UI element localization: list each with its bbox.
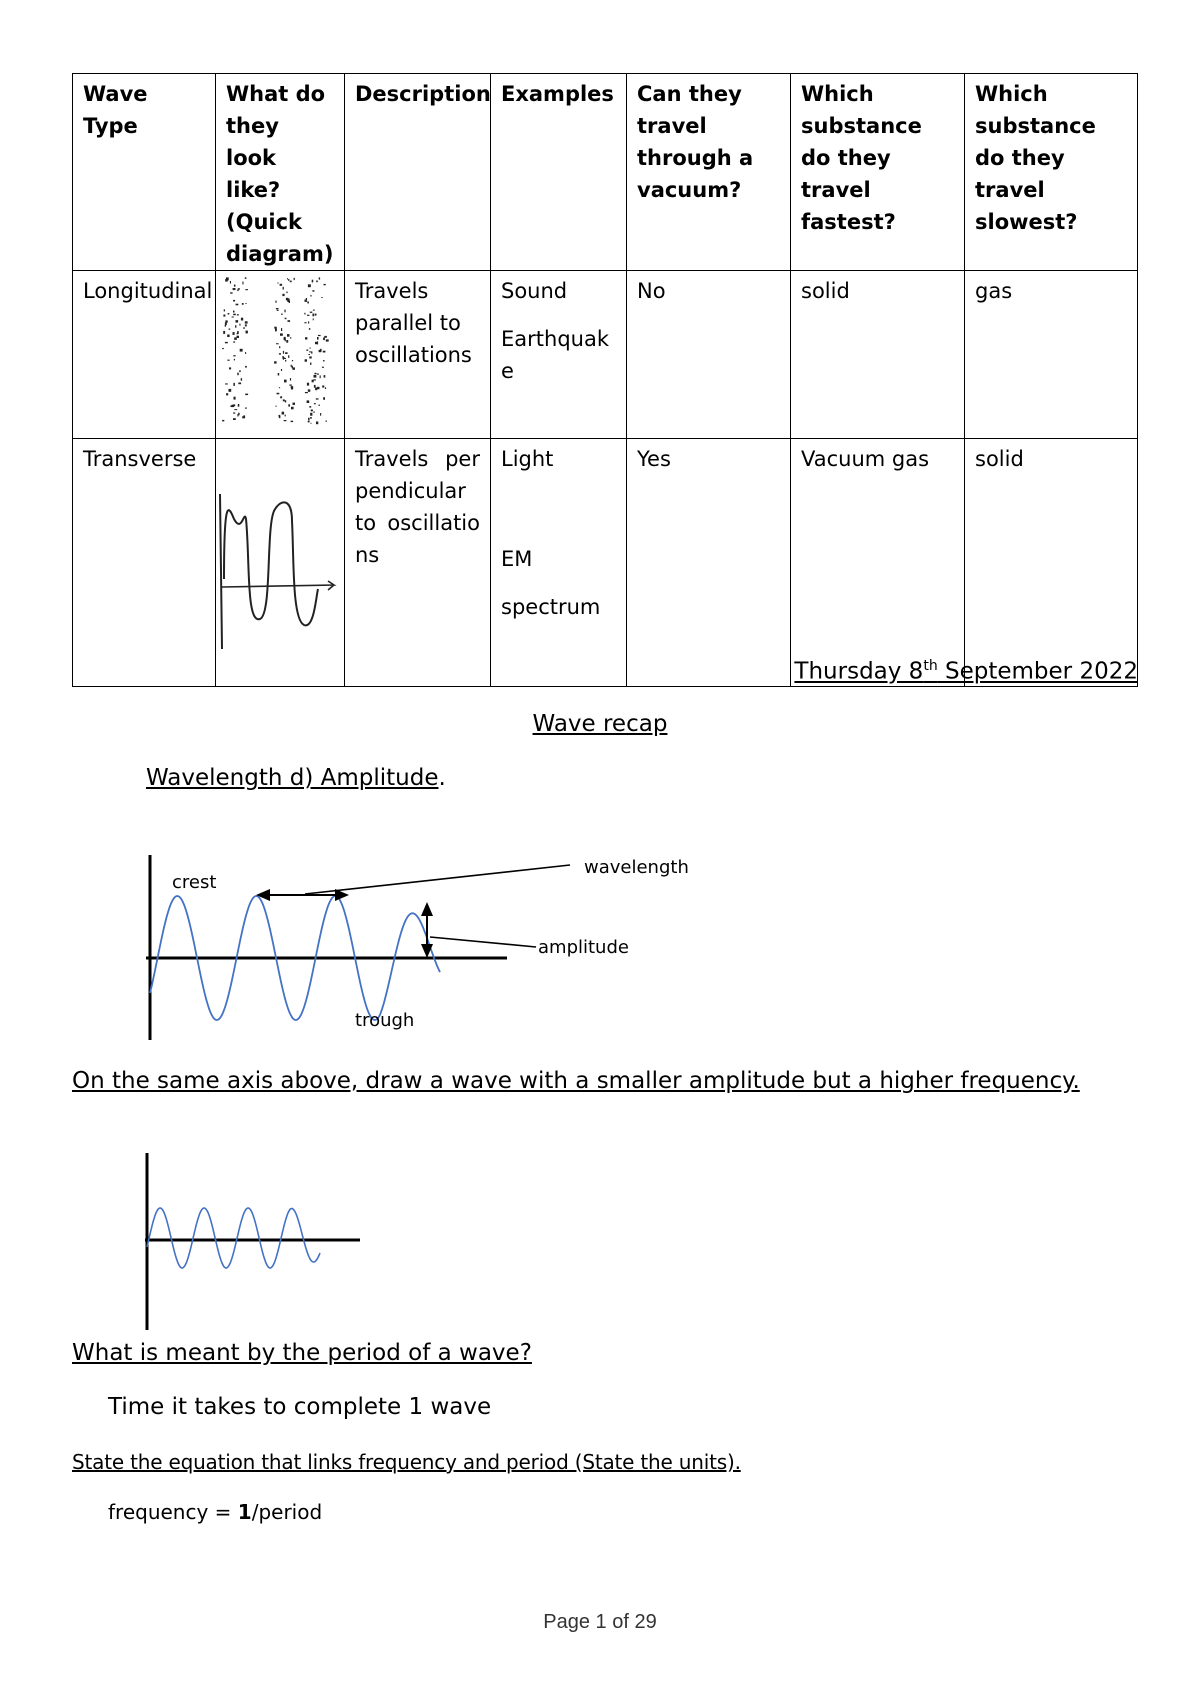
dot-mark bbox=[282, 294, 284, 296]
dot-mark bbox=[276, 308, 279, 309]
dot-mark bbox=[310, 363, 311, 365]
dot-mark bbox=[313, 318, 314, 320]
header-examples: Examples bbox=[491, 74, 627, 271]
dot-mark bbox=[237, 414, 238, 416]
dot-mark bbox=[321, 297, 322, 298]
dot-mark bbox=[304, 322, 306, 323]
subtitle-end: . bbox=[438, 765, 446, 791]
dot-mark bbox=[312, 290, 314, 292]
dot-mark bbox=[233, 341, 235, 342]
dot-mark bbox=[223, 315, 225, 317]
dot-mark bbox=[294, 278, 295, 280]
cell-slowest: gas bbox=[965, 271, 1138, 439]
dot-mark bbox=[309, 351, 312, 352]
dot-mark bbox=[225, 383, 228, 384]
question-smaller-amplitude: On the same axis above, draw a wave with a smaller amplitude but a higher frequency. bbox=[72, 1068, 1080, 1094]
dot-mark bbox=[283, 351, 284, 354]
dot-mark bbox=[233, 332, 235, 335]
dot-mark bbox=[238, 288, 240, 290]
dot-mark bbox=[277, 283, 278, 284]
dot-mark bbox=[291, 365, 292, 367]
dot-mark bbox=[233, 311, 235, 313]
dot-mark bbox=[307, 383, 309, 386]
example-item: EM spectrum bbox=[501, 547, 601, 619]
dot-mark bbox=[245, 352, 246, 354]
dot-mark bbox=[286, 298, 287, 299]
dot-mark bbox=[233, 355, 235, 356]
table-row bbox=[73, 439, 1138, 687]
dot-mark bbox=[291, 421, 294, 422]
dot-mark bbox=[236, 320, 239, 323]
dot-mark bbox=[314, 403, 316, 404]
dot-mark bbox=[245, 407, 247, 408]
dot-mark bbox=[306, 350, 308, 351]
dot-mark bbox=[245, 289, 248, 290]
dot-mark bbox=[233, 288, 236, 290]
dot-mark bbox=[234, 397, 236, 400]
page-title: Wave recap bbox=[532, 711, 668, 737]
dot-mark bbox=[312, 280, 314, 283]
dot-mark bbox=[237, 336, 240, 338]
example-item: Sound bbox=[501, 279, 568, 303]
dot-mark bbox=[315, 342, 318, 344]
dot-mark bbox=[283, 287, 284, 290]
dot-mark bbox=[305, 300, 307, 302]
dot-mark bbox=[305, 392, 308, 393]
dot-mark bbox=[323, 397, 325, 400]
header-fastest: Which substance do they travel fastest? bbox=[791, 74, 965, 271]
dot-mark bbox=[283, 357, 284, 360]
dot-mark bbox=[226, 393, 228, 395]
dot-mark bbox=[284, 420, 287, 421]
dot-mark bbox=[229, 389, 232, 392]
crest-label: crest bbox=[172, 872, 217, 893]
dot-mark bbox=[318, 335, 321, 336]
dot-mark bbox=[308, 418, 310, 421]
cell-description bbox=[345, 439, 491, 687]
lesson-date bbox=[794, 658, 1138, 685]
dot-mark bbox=[290, 281, 292, 283]
dot-mark bbox=[242, 416, 244, 418]
wave-diagram bbox=[140, 845, 700, 1045]
dot-mark bbox=[234, 359, 235, 361]
dot-mark bbox=[311, 423, 312, 424]
dot-mark bbox=[283, 399, 285, 401]
dot-mark bbox=[280, 396, 282, 398]
equation-bold: 1 bbox=[237, 1500, 252, 1524]
dot-mark bbox=[326, 421, 328, 422]
dot-mark bbox=[237, 331, 239, 334]
dot-mark bbox=[313, 314, 315, 317]
dot-mark bbox=[281, 369, 282, 371]
dot-mark bbox=[278, 373, 280, 376]
dot-mark bbox=[319, 277, 320, 279]
dot-mark bbox=[229, 329, 231, 330]
dot-mark bbox=[238, 383, 241, 385]
dot-mark bbox=[282, 412, 285, 415]
dot-mark bbox=[280, 333, 283, 335]
dot-mark bbox=[239, 324, 240, 326]
dot-mark bbox=[309, 406, 311, 408]
dot-mark bbox=[245, 277, 247, 279]
dot-mark bbox=[237, 314, 239, 315]
dot-mark bbox=[230, 281, 231, 284]
dot-mark bbox=[326, 339, 329, 341]
dot-mark bbox=[313, 310, 315, 311]
cell-wave-type: Transverse bbox=[73, 439, 216, 687]
dot-mark bbox=[274, 327, 276, 328]
dot-mark bbox=[320, 413, 321, 416]
dot-mark bbox=[281, 328, 282, 331]
dot-mark bbox=[233, 314, 236, 316]
dot-mark bbox=[308, 321, 309, 323]
dot-mark bbox=[312, 380, 314, 383]
dot-mark bbox=[324, 336, 327, 338]
small-wave-diagram bbox=[140, 1145, 370, 1345]
example-item: Light bbox=[501, 447, 554, 471]
dot-mark bbox=[242, 282, 243, 285]
dot-mark bbox=[279, 387, 280, 388]
cell-vacuum: No bbox=[627, 271, 791, 439]
dot-mark bbox=[320, 349, 322, 351]
dot-mark bbox=[238, 404, 240, 407]
dot-mark bbox=[275, 301, 276, 303]
dot-mark bbox=[284, 310, 285, 313]
dot-mark bbox=[280, 284, 283, 286]
answer-period: Time it takes to complete 1 wave bbox=[108, 1394, 492, 1420]
header-description: Description bbox=[345, 74, 491, 271]
dot-mark bbox=[245, 303, 246, 304]
page-footer: Page 1 of 29 bbox=[543, 1611, 657, 1633]
dot-mark bbox=[304, 313, 305, 315]
dot-mark bbox=[285, 360, 286, 362]
wavelength-label: wavelength bbox=[584, 857, 689, 878]
dot-mark bbox=[288, 404, 290, 406]
dot-mark bbox=[281, 314, 283, 315]
dot-mark bbox=[292, 360, 293, 361]
longitudinal-diagram-cell bbox=[216, 271, 345, 439]
equation-pre: frequency = bbox=[108, 1500, 238, 1524]
dot-mark bbox=[245, 366, 247, 368]
dot-mark bbox=[313, 379, 316, 380]
date-suffix: th bbox=[923, 658, 938, 674]
header-vacuum: Can they travel through a vacuum? bbox=[627, 74, 791, 271]
dot-mark bbox=[319, 405, 320, 406]
dot-mark bbox=[245, 394, 248, 396]
dot-mark bbox=[288, 279, 289, 281]
dot-mark bbox=[288, 320, 291, 322]
dot-mark bbox=[230, 292, 232, 293]
dot-mark bbox=[227, 335, 229, 338]
dot-mark bbox=[307, 315, 309, 316]
dot-mark bbox=[310, 348, 311, 349]
dot-mark bbox=[242, 303, 244, 305]
dot-mark bbox=[225, 342, 228, 343]
dot-mark bbox=[317, 387, 320, 389]
description-text: Travels perpendicular to oscillations bbox=[355, 447, 480, 567]
cell-description: Travels parallel to oscillations bbox=[345, 271, 491, 439]
dot-mark bbox=[323, 351, 326, 353]
dot-mark bbox=[279, 415, 281, 417]
dot-mark bbox=[233, 300, 235, 302]
dot-mark bbox=[291, 386, 293, 388]
dot-mark bbox=[277, 393, 280, 395]
answer-equation bbox=[108, 1500, 322, 1524]
dot-mark bbox=[230, 406, 233, 408]
dot-mark bbox=[289, 300, 290, 303]
dot-mark bbox=[225, 320, 227, 322]
dot-mark bbox=[245, 321, 248, 323]
dot-mark bbox=[245, 324, 247, 326]
dot-mark bbox=[237, 290, 239, 291]
longitudinal-dots-sketch bbox=[216, 271, 345, 429]
dot-mark bbox=[286, 292, 287, 294]
dot-mark bbox=[232, 317, 234, 318]
question-equation: State the equation that links frequency and period (State the units). bbox=[72, 1450, 741, 1474]
dot-mark bbox=[316, 422, 318, 425]
transverse-wave-sketch bbox=[216, 439, 345, 677]
dot-mark bbox=[317, 374, 319, 375]
dot-mark bbox=[285, 400, 287, 402]
dot-mark bbox=[277, 310, 279, 311]
dot-mark bbox=[305, 337, 307, 339]
dot-mark bbox=[229, 367, 231, 369]
dot-mark bbox=[290, 378, 291, 381]
dot-mark bbox=[285, 415, 286, 417]
dot-mark bbox=[291, 407, 294, 410]
date-rest: September 2022 bbox=[937, 658, 1138, 685]
dot-mark bbox=[240, 349, 243, 352]
dot-mark bbox=[276, 343, 279, 344]
dot-mark bbox=[284, 380, 287, 383]
cell-examples bbox=[491, 271, 627, 439]
dot-mark bbox=[322, 367, 324, 368]
dot-mark bbox=[282, 356, 284, 357]
dot-mark bbox=[314, 385, 316, 388]
dot-mark bbox=[287, 334, 290, 337]
dot-mark bbox=[310, 413, 312, 416]
table-row bbox=[73, 271, 1138, 439]
dot-mark bbox=[233, 383, 235, 386]
dot-mark bbox=[246, 331, 248, 334]
dot-mark bbox=[316, 398, 319, 399]
wave-comparison-table bbox=[72, 73, 1138, 687]
dot-mark bbox=[325, 387, 326, 389]
dot-mark bbox=[279, 346, 280, 348]
example-item: Earthquake bbox=[501, 327, 609, 383]
transverse-diagram-cell bbox=[216, 439, 345, 687]
dot-mark bbox=[323, 360, 325, 361]
dot-mark bbox=[323, 338, 325, 341]
subtitle-underlined: Wavelength d) Amplitude bbox=[146, 765, 439, 791]
dot-mark bbox=[315, 373, 317, 374]
dot-mark bbox=[292, 366, 293, 369]
dot-mark bbox=[324, 284, 326, 285]
header-wave-type: Wave Type bbox=[73, 74, 216, 271]
dot-mark bbox=[224, 309, 225, 311]
cell-wave-type: Longitudinal bbox=[73, 271, 216, 439]
dot-mark bbox=[288, 355, 289, 358]
dot-mark bbox=[306, 298, 307, 300]
trough-label: trough bbox=[355, 1010, 415, 1031]
dot-mark bbox=[286, 340, 288, 343]
dot-mark bbox=[290, 337, 291, 338]
dot-mark bbox=[322, 386, 324, 388]
dot-mark bbox=[315, 314, 317, 316]
dot-mark bbox=[227, 360, 229, 361]
dot-mark bbox=[310, 417, 312, 418]
dot-mark bbox=[285, 318, 287, 320]
dot-mark bbox=[307, 301, 309, 303]
cell-vacuum: Yes bbox=[627, 439, 791, 687]
dot-mark bbox=[308, 421, 310, 423]
dot-mark bbox=[239, 370, 241, 372]
dot-mark bbox=[313, 411, 314, 412]
dot-mark bbox=[316, 281, 318, 283]
dot-mark bbox=[293, 403, 296, 405]
dot-mark bbox=[225, 322, 227, 325]
dot-mark bbox=[287, 278, 288, 279]
dot-mark bbox=[234, 285, 236, 287]
dot-mark bbox=[310, 295, 311, 296]
cell-fastest: solid bbox=[791, 271, 965, 439]
header-slowest: Which substance do they travel slowest? bbox=[965, 74, 1138, 271]
dot-mark bbox=[307, 400, 310, 403]
dot-mark bbox=[243, 327, 245, 329]
dot-mark bbox=[234, 337, 237, 340]
amplitude-label: amplitude bbox=[538, 937, 629, 958]
dot-mark bbox=[236, 304, 239, 306]
dot-mark bbox=[234, 409, 237, 410]
dot-mark bbox=[308, 284, 311, 287]
question-period: What is meant by the period of a wave? bbox=[72, 1340, 532, 1366]
dot-mark bbox=[274, 361, 277, 363]
dot-mark bbox=[289, 385, 291, 386]
dot-mark bbox=[225, 279, 228, 282]
dot-mark bbox=[305, 359, 307, 361]
dot-mark bbox=[235, 325, 236, 328]
dot-mark bbox=[311, 410, 313, 412]
dot-mark bbox=[309, 328, 310, 330]
cell-slowest: solid bbox=[965, 439, 1138, 687]
dot-mark bbox=[233, 418, 236, 420]
header-diagram: What do they look like? (Quick diagram) bbox=[216, 74, 345, 271]
dot-mark bbox=[279, 353, 281, 354]
date-day: Thursday 8 bbox=[794, 658, 924, 685]
dot-mark bbox=[222, 348, 224, 349]
dot-mark bbox=[320, 375, 321, 378]
dot-mark bbox=[284, 337, 286, 340]
dot-mark bbox=[222, 420, 224, 422]
dot-mark bbox=[285, 352, 288, 354]
dot-mark bbox=[309, 356, 311, 358]
dot-mark bbox=[308, 389, 311, 391]
dot-mark bbox=[241, 378, 242, 381]
dot-mark bbox=[317, 337, 319, 340]
dot-mark bbox=[233, 413, 235, 414]
subtitle bbox=[146, 765, 446, 791]
dot-mark bbox=[237, 373, 238, 376]
cell-fastest: Vacuum gas bbox=[791, 439, 965, 687]
dot-mark bbox=[223, 331, 225, 334]
cell-examples bbox=[491, 439, 627, 687]
dot-mark bbox=[314, 375, 317, 378]
table-header-row bbox=[73, 74, 1138, 271]
dot-mark bbox=[228, 313, 230, 315]
dot-mark bbox=[308, 354, 310, 355]
equation-post: /period bbox=[251, 1500, 323, 1524]
dot-mark bbox=[324, 375, 326, 378]
dot-mark bbox=[310, 312, 313, 313]
dot-mark bbox=[276, 406, 277, 407]
dot-mark bbox=[241, 318, 243, 321]
